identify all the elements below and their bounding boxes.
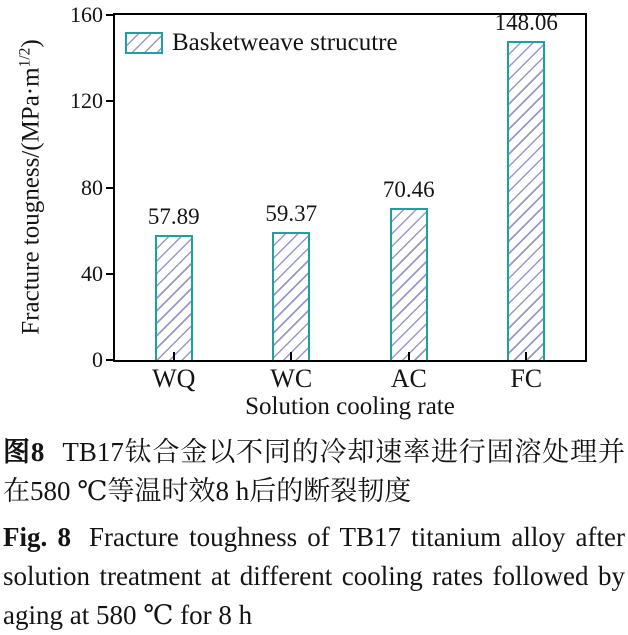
x-axis-tick — [290, 352, 292, 360]
bar-value-label: 70.46 — [382, 177, 435, 203]
bar-fc — [507, 41, 545, 360]
y-axis-tick-label: 120 — [70, 88, 103, 114]
x-axis-title: Solution cooling rate — [245, 393, 455, 420]
x-axis-tick-label: WQ — [152, 364, 196, 393]
bar-value-label: 148.06 — [494, 9, 558, 35]
y-axis-tick — [106, 359, 113, 361]
caption-chinese — [3, 433, 625, 511]
x-axis-tick — [525, 352, 527, 360]
caption-chinese-label: 图8 — [3, 437, 45, 467]
bar-value-label: 57.89 — [147, 204, 200, 230]
y-axis-title — [16, 39, 45, 334]
bar-wc — [272, 232, 310, 360]
y-axis-title-text: Fracture tougness/(MPa·m — [17, 67, 45, 335]
bar-ac — [390, 208, 428, 360]
figure-caption — [0, 433, 628, 635]
x-axis-tick — [408, 352, 410, 360]
caption-english-label: Fig. 8 — [3, 522, 71, 552]
x-axis-tick — [173, 352, 175, 360]
caption-english-text: Fracture toughness of TB17 titanium alloy after solution treatment at different cooling rates followed by aging at 580 ℃ for 8 h — [3, 522, 626, 630]
legend — [125, 29, 398, 57]
y-axis-tick — [106, 14, 113, 16]
y-axis-tick-label: 40 — [81, 260, 103, 286]
y-axis-title-close: ) — [17, 39, 45, 48]
caption-english — [3, 518, 625, 635]
legend-swatch-icon — [125, 32, 163, 54]
bar-value-label: 59.37 — [265, 200, 318, 226]
y-axis-tick — [106, 273, 113, 275]
y-axis-tick-label: 0 — [92, 347, 103, 372]
x-axis-tick-label: AC — [390, 364, 427, 393]
legend-label: Basketweave strucutre — [172, 29, 398, 56]
x-axis-tick-label: FC — [510, 364, 543, 393]
plot-area — [70, 2, 587, 393]
caption-chinese-text: TB17钛合金以不同的冷却速率进行固溶处理并在580 ℃等温时效8 h后的断裂韧度 — [3, 437, 625, 506]
y-axis-tick — [106, 187, 113, 189]
bar-wq — [155, 235, 193, 360]
y-axis-title-superscript: 1/2 — [16, 47, 34, 68]
y-axis-tick — [106, 100, 113, 102]
x-axis-tick-label: WC — [270, 364, 313, 393]
y-axis-tick-label: 160 — [70, 2, 103, 27]
y-axis-tick-label: 80 — [81, 174, 103, 200]
